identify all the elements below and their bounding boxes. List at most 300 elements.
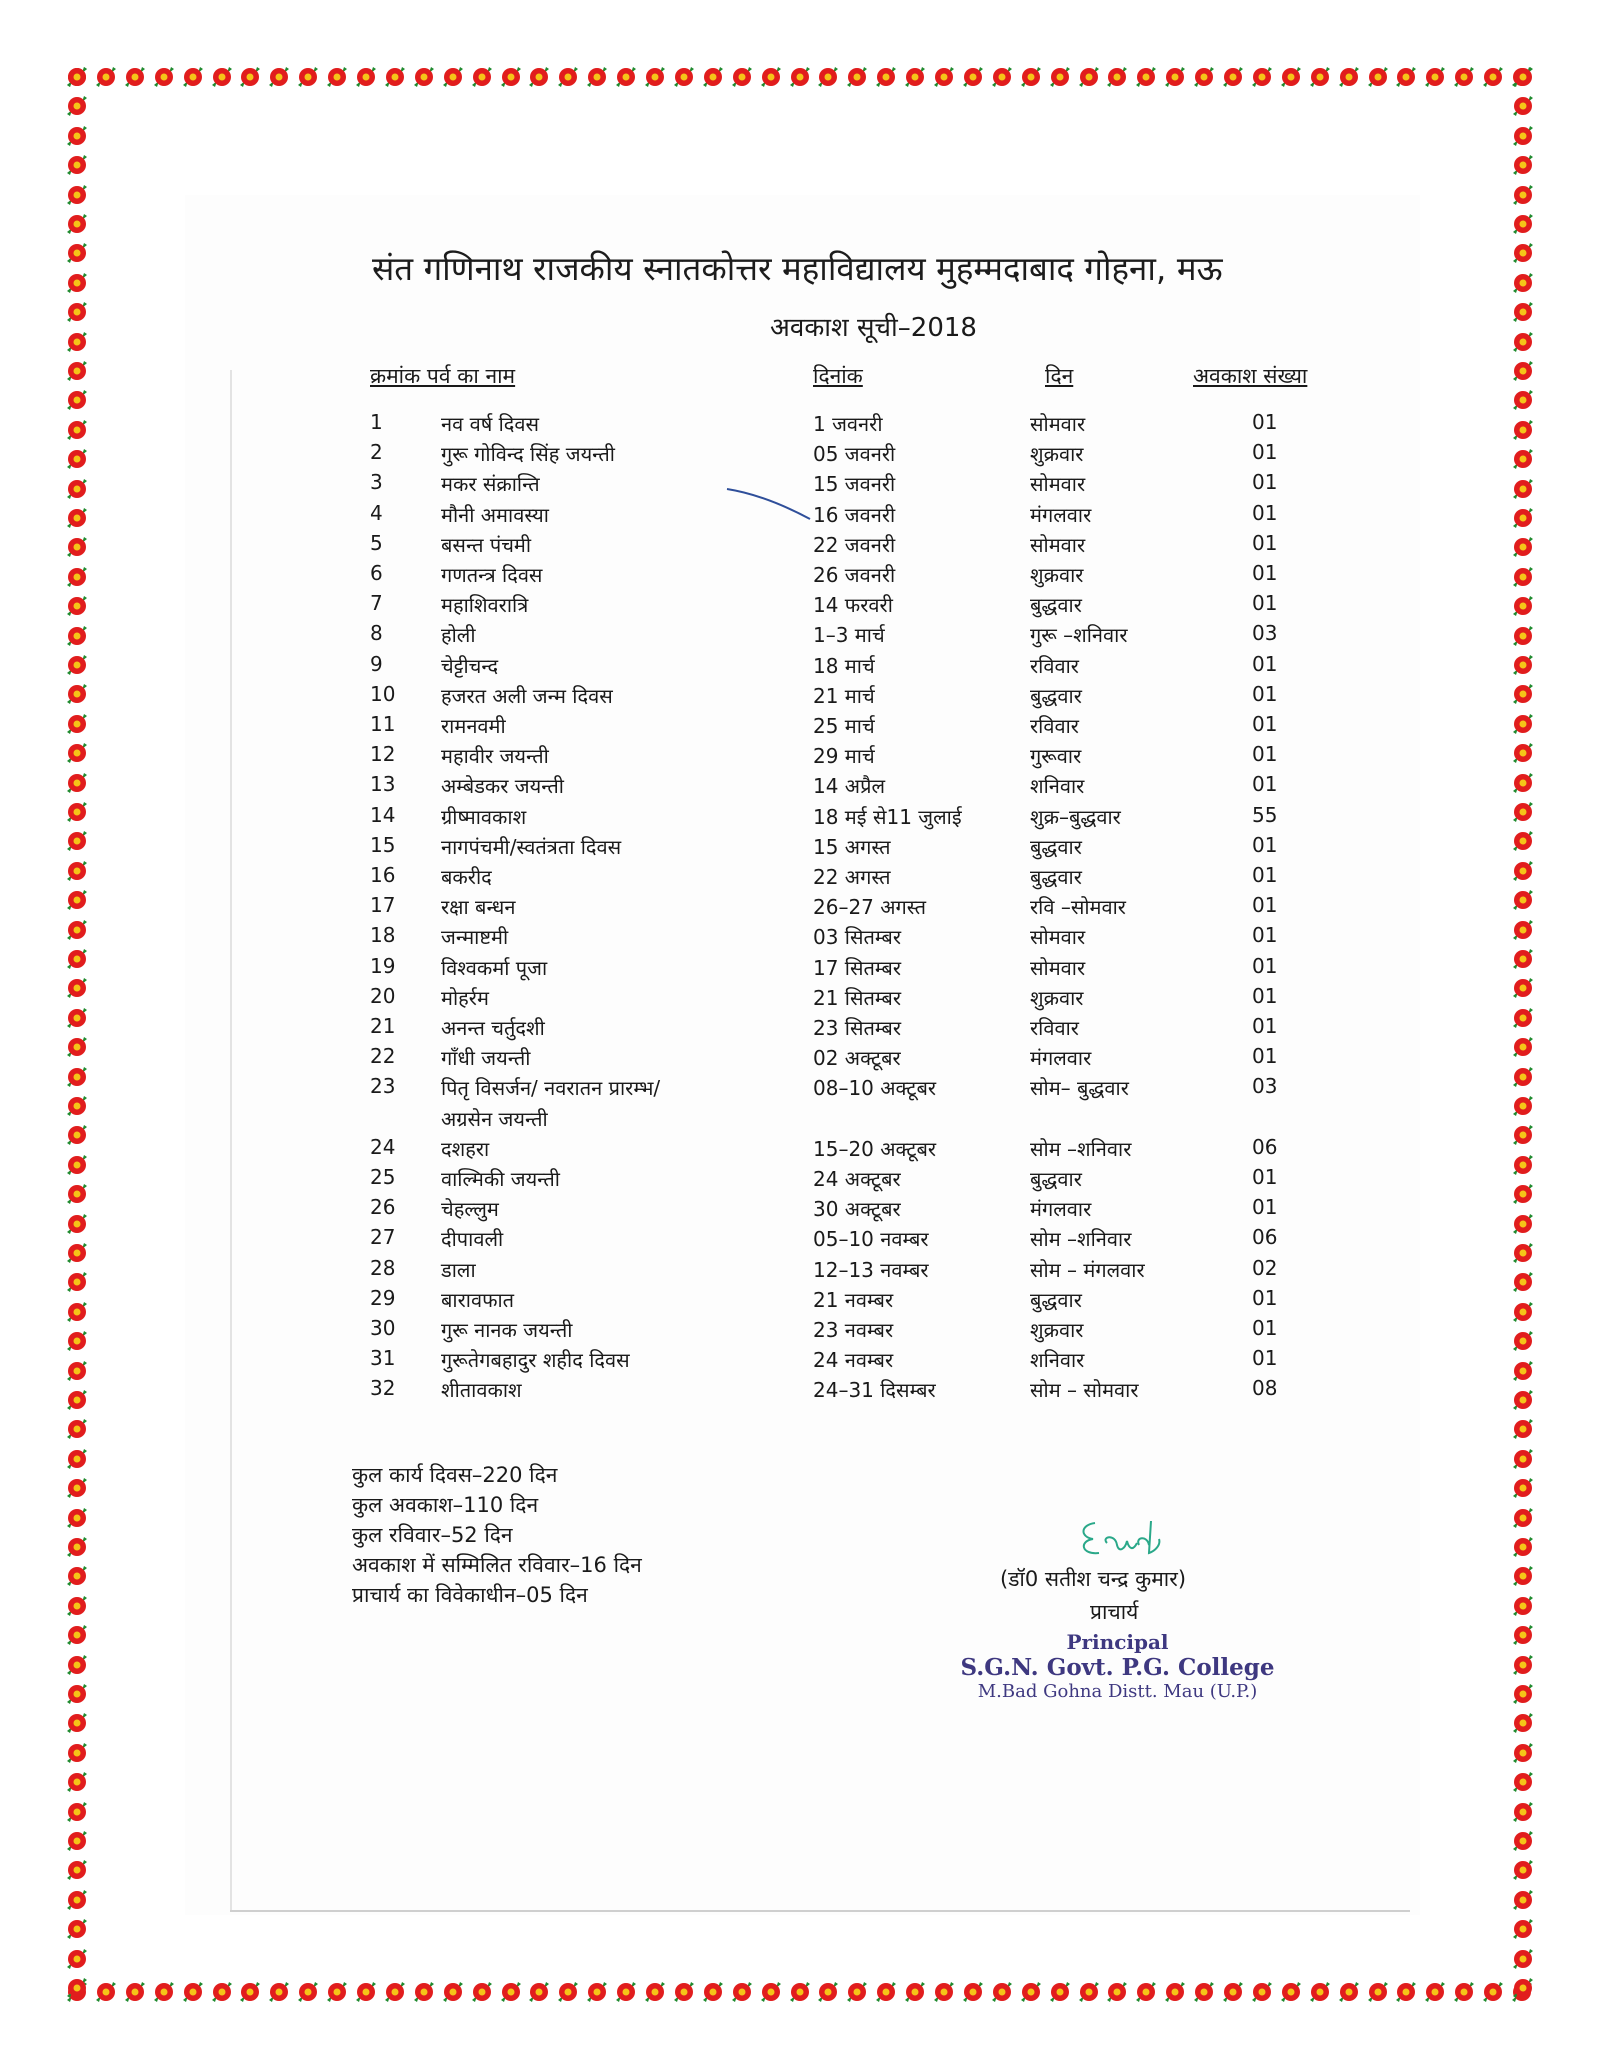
- row-date: 1 जवनरी: [813, 412, 883, 436]
- table-row: [0, 531, 1600, 561]
- row-serial: 9: [370, 651, 383, 676]
- table-row: [0, 803, 1600, 833]
- flower-icon: [324, 64, 350, 90]
- flower-icon: [1510, 1916, 1536, 1942]
- row-festival-name: होली: [441, 623, 476, 648]
- flower-icon: [1307, 1979, 1333, 2005]
- row-day: शुक्रवार: [1030, 985, 1084, 1010]
- flower-icon: [64, 1769, 90, 1795]
- flower-icon: [1018, 1979, 1044, 2005]
- row-day: सोमवार: [1030, 925, 1086, 950]
- row-day: बुद्धवार: [1030, 865, 1082, 889]
- row-serial: 30: [370, 1316, 396, 1340]
- row-date: 21 सितम्बर: [813, 985, 902, 1010]
- flower-icon: [555, 64, 581, 90]
- table-row: [0, 1256, 1600, 1286]
- row-serial: 31: [370, 1346, 396, 1371]
- row-date: 15 अगस्त: [813, 834, 891, 859]
- row-serial: 17: [370, 893, 396, 918]
- flower-icon: [382, 1979, 408, 2005]
- row-date: 26 जवनरी: [813, 563, 896, 587]
- row-day: सोमवार: [1030, 955, 1086, 980]
- row-day: मंगलवार: [1030, 1046, 1092, 1071]
- flower-icon: [1510, 270, 1536, 296]
- flower-icon: [64, 93, 90, 119]
- row-serial: 15: [370, 832, 396, 857]
- flower-icon: [1047, 1979, 1073, 2005]
- principal-name: (डॉ0 सतीश चन्द्र कुमार): [1000, 1567, 1187, 1591]
- row-date: 21 मार्च: [813, 683, 875, 708]
- row-festival-name: महावीर जयन्ती: [441, 744, 549, 769]
- row-holiday-count: 01: [1252, 1316, 1278, 1340]
- row-festival-name: मौनी अमावस्या: [441, 502, 549, 527]
- flower-icon: [440, 64, 466, 90]
- flower-icon: [1510, 93, 1536, 119]
- row-serial: 22: [370, 1044, 396, 1069]
- flower-icon: [1510, 1563, 1536, 1589]
- flower-icon: [1451, 64, 1477, 90]
- row-day: सोम –शनिवार: [1030, 1227, 1132, 1252]
- flower-icon: [64, 240, 90, 266]
- flower-icon: [324, 1979, 350, 2005]
- flower-icon: [237, 64, 263, 90]
- flower-icon: [64, 1916, 90, 1942]
- table-row: [0, 863, 1600, 893]
- row-festival-name: बारावफात: [441, 1287, 515, 1312]
- flower-icon: [498, 1979, 524, 2005]
- row-day: शुक्रवार: [1030, 1318, 1084, 1342]
- row-date: 25 मार्च: [813, 714, 875, 738]
- row-serial: 5: [370, 530, 383, 555]
- flower-icon: [64, 1563, 90, 1589]
- row-serial: 8: [370, 621, 383, 646]
- flower-icon: [960, 64, 986, 90]
- flower-icon: [787, 1979, 813, 2005]
- flower-icon: [64, 152, 90, 178]
- flower-icon: [1249, 1979, 1275, 2005]
- row-holiday-count: 06: [1252, 1225, 1278, 1250]
- row-holiday-count: 08: [1252, 1376, 1278, 1401]
- row-day: सोमवार: [1030, 412, 1086, 436]
- row-day: सोमवार: [1030, 472, 1086, 497]
- row-holiday-count: 03: [1252, 1074, 1278, 1099]
- flower-icon: [1133, 1979, 1159, 2005]
- holiday-list-title: अवकाश सूची–2018: [770, 313, 977, 343]
- flower-icon: [1220, 1979, 1246, 2005]
- row-holiday-count: 01: [1252, 1044, 1278, 1069]
- flower-icon: [1510, 1799, 1536, 1825]
- row-serial: 3: [370, 470, 383, 495]
- row-festival-name: ग्रीष्मावकाश: [441, 804, 527, 829]
- flower-icon: [469, 1979, 495, 2005]
- row-serial: 16: [370, 863, 396, 887]
- table-row: [0, 954, 1600, 984]
- flower-icon: [815, 64, 841, 90]
- flower-icon: [295, 64, 321, 90]
- row-date: 05 जवनरी: [813, 442, 896, 467]
- flower-icon: [64, 123, 90, 149]
- row-serial: 32: [370, 1376, 396, 1401]
- flower-icon: [1336, 64, 1362, 90]
- flower-icon: [584, 1979, 610, 2005]
- flower-icon: [1076, 1979, 1102, 2005]
- row-holiday-count: 01: [1252, 500, 1278, 525]
- row-day: मंगलवार: [1030, 502, 1092, 527]
- table-row: [0, 1165, 1600, 1195]
- flower-icon: [729, 1979, 755, 2005]
- header-date: दिनांक: [813, 364, 863, 388]
- row-serial: 19: [370, 953, 396, 978]
- flower-icon: [1365, 64, 1391, 90]
- row-date: 16 जवनरी: [813, 502, 896, 527]
- flower-icon: [1510, 182, 1536, 208]
- summary-discretionary: प्राचार्य का विवेकाधीन–05 दिन: [352, 1583, 588, 1607]
- table-row: [0, 410, 1600, 440]
- flower-icon: [902, 64, 928, 90]
- row-date: 24 नवम्बर: [813, 1348, 894, 1373]
- table-row: [0, 772, 1600, 802]
- row-holiday-count: 01: [1252, 923, 1278, 948]
- summary-working-days: कुल कार्य दिवस–220 दिन: [352, 1463, 558, 1487]
- table-row: [0, 440, 1600, 470]
- row-day: शुक्रवार: [1030, 563, 1084, 587]
- flower-icon: [93, 1979, 119, 2005]
- row-holiday-count: 01: [1252, 712, 1278, 736]
- row-holiday-count: 01: [1252, 651, 1278, 676]
- row-serial: 1: [370, 410, 383, 434]
- flower-icon: [209, 1979, 235, 2005]
- row-date: 18 मई से11 जुलाई: [813, 804, 962, 829]
- row-serial: 27: [370, 1225, 396, 1250]
- row-date: 29 मार्च: [813, 744, 875, 769]
- row-date: 14 फरवरी: [813, 593, 893, 618]
- flower-icon: [64, 1887, 90, 1913]
- flower-icon: [1104, 64, 1130, 90]
- row-serial: 6: [370, 561, 383, 585]
- table-row: [0, 742, 1600, 772]
- row-serial: 11: [370, 712, 396, 736]
- row-festival-name: हजरत अली जन्म दिवस: [441, 683, 613, 708]
- stamp-college: S.G.N. Govt. P.G. College: [960, 1654, 1275, 1681]
- row-holiday-count: 03: [1252, 621, 1278, 646]
- row-festival-name: रक्षा बन्धन: [441, 895, 516, 920]
- row-serial: 13: [370, 772, 396, 797]
- row-date: 03 सितम्बर: [813, 925, 902, 950]
- row-festival-name: चेट्टीचन्द: [441, 653, 499, 678]
- flower-icon: [1510, 1681, 1536, 1707]
- flower-icon: [700, 64, 726, 90]
- flower-icon: [1510, 211, 1536, 237]
- flower-icon: [64, 1740, 90, 1766]
- flower-icon: [1510, 1593, 1536, 1619]
- row-festival-name: वाल्मिकी जयन्ती: [441, 1167, 560, 1191]
- flower-icon: [989, 64, 1015, 90]
- row-day: शुक्रवार: [1030, 442, 1084, 467]
- flower-icon: [671, 1979, 697, 2005]
- flower-icon: [1510, 1828, 1536, 1854]
- flower-icon: [1104, 1979, 1130, 2005]
- flower-icon: [64, 1475, 90, 1501]
- flower-icon: [237, 1979, 263, 2005]
- table-row: [0, 1376, 1600, 1406]
- row-day: रविवार: [1030, 653, 1079, 678]
- flower-icon: [1510, 152, 1536, 178]
- flower-icon: [1393, 64, 1419, 90]
- row-day: सोम –शनिवार: [1030, 1136, 1132, 1161]
- flower-icon: [1220, 64, 1246, 90]
- row-holiday-count: 01: [1252, 1014, 1278, 1038]
- table-row: [0, 1286, 1600, 1316]
- flower-icon: [411, 64, 437, 90]
- row-date: 18 मार्च: [813, 653, 875, 678]
- flower-icon: [815, 1979, 841, 2005]
- flower-icon: [700, 1979, 726, 2005]
- flower-icon: [64, 1799, 90, 1825]
- flower-icon: [151, 1979, 177, 2005]
- row-serial: 7: [370, 591, 383, 616]
- flower-icon: [873, 1979, 899, 2005]
- row-festival-name: दीपावली: [441, 1227, 504, 1252]
- flower-icon: [180, 1979, 206, 2005]
- row-festival-name: बसन्त पंचमी: [441, 532, 532, 557]
- row-serial: 29: [370, 1285, 396, 1310]
- flower-icon: [613, 64, 639, 90]
- flower-icon: [209, 64, 235, 90]
- row-holiday-count: 01: [1252, 1346, 1278, 1371]
- flower-icon: [1422, 64, 1448, 90]
- row-festival-name: गुरू नानक जयन्ती: [441, 1318, 573, 1342]
- flower-icon: [1393, 1979, 1419, 2005]
- flower-icon: [1076, 64, 1102, 90]
- flower-icon: [931, 64, 957, 90]
- flower-icon: [671, 64, 697, 90]
- flower-icon: [960, 1979, 986, 2005]
- table-row: [0, 712, 1600, 742]
- row-festival-name: अनन्त चर्तुदशी: [441, 1016, 545, 1040]
- summary-total-holidays: कुल अवकाश–110 दिन: [352, 1493, 539, 1517]
- flower-icon: [1510, 1857, 1536, 1883]
- flower-icon: [1510, 240, 1536, 266]
- row-holiday-count: 01: [1252, 832, 1278, 857]
- table-row: [0, 1044, 1600, 1074]
- row-serial: 24: [370, 1134, 396, 1159]
- row-holiday-count: 01: [1252, 1165, 1278, 1189]
- row-date: 24–31 दिसम्बर: [813, 1378, 936, 1403]
- flower-icon: [440, 1979, 466, 2005]
- floral-border-top: [64, 62, 1538, 92]
- header-holiday-count: अवकाश संख्या: [1193, 364, 1308, 388]
- flower-icon: [353, 1979, 379, 2005]
- table-row: [0, 1105, 1600, 1135]
- flower-icon: [1451, 1979, 1477, 2005]
- flower-icon: [64, 329, 90, 355]
- row-serial: 12: [370, 742, 396, 767]
- table-row: [0, 1316, 1600, 1346]
- row-festival-name: महाशिवरात्रि: [441, 593, 529, 618]
- table-row: [0, 591, 1600, 621]
- row-day: शुक्र–बुद्धवार: [1030, 804, 1121, 829]
- row-serial: 28: [370, 1255, 396, 1280]
- summary-sundays-in-holidays: अवकाश में सम्मिलित रविवार–16 दिन: [352, 1553, 642, 1577]
- row-day: बुद्धवार: [1030, 834, 1082, 859]
- flower-icon: [1510, 1534, 1536, 1560]
- flower-icon: [729, 64, 755, 90]
- flower-icon: [1510, 1975, 1536, 2001]
- flower-icon: [64, 358, 90, 384]
- row-day: गुरूवार: [1030, 744, 1082, 769]
- flower-icon: [64, 1593, 90, 1619]
- flower-icon: [1510, 358, 1536, 384]
- flower-icon: [1510, 1946, 1536, 1972]
- row-date: 12–13 नवम्बर: [813, 1257, 929, 1282]
- summary-sundays: कुल रविवार–52 दिन: [352, 1523, 513, 1547]
- flower-icon: [64, 270, 90, 296]
- table-row: [0, 561, 1600, 591]
- row-serial: 14: [370, 802, 396, 827]
- flower-icon: [64, 1446, 90, 1472]
- flower-icon: [1307, 64, 1333, 90]
- flower-icon: [64, 1828, 90, 1854]
- stamp-principal: Principal: [1066, 1630, 1169, 1654]
- row-date: 14 अप्रैल: [813, 774, 886, 799]
- table-row: [0, 833, 1600, 863]
- table-row: [0, 893, 1600, 923]
- row-festival-name: गाँधी जयन्ती: [441, 1046, 531, 1071]
- flower-icon: [1510, 1505, 1536, 1531]
- flower-icon: [64, 1652, 90, 1678]
- row-festival-name: नव वर्ष दिवस: [441, 412, 540, 436]
- row-serial: 23: [370, 1074, 396, 1099]
- row-serial: 25: [370, 1165, 396, 1189]
- row-date: 23 नवम्बर: [813, 1318, 894, 1342]
- table-row: [0, 621, 1600, 651]
- row-holiday-count: 01: [1252, 591, 1278, 616]
- row-day: बुद्धवार: [1030, 683, 1082, 708]
- flower-icon: [469, 64, 495, 90]
- row-holiday-count: 01: [1252, 863, 1278, 887]
- row-festival-name: पितृ विसर्जन/ नवरातन प्रारम्भ/: [441, 1076, 661, 1101]
- row-date: 23 सितम्बर: [813, 1016, 902, 1040]
- flower-icon: [526, 64, 552, 90]
- page-bottom-edge: [230, 1910, 1410, 1912]
- row-festival-name: गुरू गोविन्द सिंह जयन्ती: [441, 442, 615, 467]
- header-serial-name: क्रमांक पर्व का नाम: [370, 364, 516, 388]
- row-festival-name: विश्वकर्मा पूजा: [441, 955, 548, 980]
- row-date: 24 अक्टूबर: [813, 1167, 901, 1191]
- row-festival-name: दशहरा: [441, 1136, 490, 1161]
- stamp-address: M.Bad Gohna Distt. Mau (U.P.): [977, 1681, 1258, 1702]
- flower-icon: [64, 1505, 90, 1531]
- table-row: [0, 1135, 1600, 1165]
- row-festival-name: मोहर्रम: [441, 985, 489, 1010]
- row-day: सोम – मंगलवार: [1030, 1257, 1145, 1282]
- row-date: 17 सितम्बर: [813, 955, 902, 980]
- flower-icon: [64, 299, 90, 325]
- flower-icon: [873, 64, 899, 90]
- row-day: शनिवार: [1030, 1348, 1085, 1373]
- flower-icon: [122, 1979, 148, 2005]
- row-day: रविवार: [1030, 1016, 1079, 1040]
- flower-icon: [1018, 64, 1044, 90]
- flower-icon: [1510, 1475, 1536, 1501]
- flower-icon: [353, 64, 379, 90]
- row-holiday-count: 01: [1252, 953, 1278, 978]
- row-serial: 20: [370, 983, 396, 1008]
- row-day: शनिवार: [1030, 774, 1085, 799]
- flower-icon: [1162, 1979, 1188, 2005]
- row-holiday-count: 01: [1252, 1285, 1278, 1310]
- table-row: [0, 923, 1600, 953]
- flower-icon: [555, 1979, 581, 2005]
- row-serial: 2: [370, 440, 383, 465]
- row-festival-name: डाला: [441, 1257, 476, 1282]
- flower-icon: [1249, 64, 1275, 90]
- flower-icon: [1422, 1979, 1448, 2005]
- flower-icon: [1480, 64, 1506, 90]
- table-row: [0, 1074, 1600, 1104]
- row-festival-name: गणतन्त्र दिवस: [441, 563, 543, 587]
- summary-block: [352, 1460, 642, 1610]
- college-title: संत गणिनाथ राजकीय स्नातकोत्तर महाविद्यालय मुहम्मदाबाद गोहना, मऊ: [372, 249, 1223, 288]
- flower-icon: [1510, 1769, 1536, 1795]
- row-festival-name: नागपंचमी/स्वतंत्रता दिवस: [441, 834, 622, 859]
- flower-icon: [382, 64, 408, 90]
- flower-icon: [411, 1979, 437, 2005]
- flower-icon: [64, 1975, 90, 2001]
- flower-icon: [989, 1979, 1015, 2005]
- flower-icon: [1510, 1416, 1536, 1442]
- flower-icon: [151, 64, 177, 90]
- flower-icon: [1047, 64, 1073, 90]
- flower-icon: [64, 1946, 90, 1972]
- signature-scribble: [1075, 1515, 1185, 1565]
- flower-icon: [64, 1534, 90, 1560]
- flower-icon: [295, 1979, 321, 2005]
- row-serial: 10: [370, 681, 396, 706]
- flower-icon: [64, 64, 90, 90]
- row-date: 15 जवनरी: [813, 472, 896, 497]
- row-serial: 21: [370, 1014, 396, 1038]
- flower-icon: [1510, 1652, 1536, 1678]
- row-festival-name: शीतावकाश: [441, 1378, 522, 1403]
- flower-icon: [758, 64, 784, 90]
- row-festival-name: अग्रसेन जयन्ती: [441, 1106, 548, 1131]
- row-holiday-count: 55: [1252, 802, 1278, 827]
- flower-icon: [758, 1979, 784, 2005]
- flower-icon: [931, 1979, 957, 2005]
- flower-icon: [787, 64, 813, 90]
- flower-icon: [642, 1979, 668, 2005]
- row-date: 02 अक्टूबर: [813, 1046, 901, 1071]
- table-row: [0, 682, 1600, 712]
- row-holiday-count: 01: [1252, 742, 1278, 767]
- row-day: बुद्धवार: [1030, 593, 1082, 618]
- table-row: [0, 1014, 1600, 1044]
- row-holiday-count: 01: [1252, 530, 1278, 555]
- row-day: गुरू –शनिवार: [1030, 623, 1128, 648]
- row-festival-name: बकरीद: [441, 865, 492, 889]
- table-row: [0, 652, 1600, 682]
- flower-icon: [1191, 64, 1217, 90]
- row-date: 15–20 अक्टूबर: [813, 1136, 937, 1161]
- row-day: सोम– बुद्धवार: [1030, 1076, 1129, 1101]
- row-holiday-count: 01: [1252, 561, 1278, 585]
- row-date: 26–27 अगस्त: [813, 895, 926, 920]
- flower-icon: [498, 64, 524, 90]
- flower-icon: [1510, 123, 1536, 149]
- row-holiday-count: 06: [1252, 1134, 1278, 1159]
- row-day: बुद्धवार: [1030, 1287, 1082, 1312]
